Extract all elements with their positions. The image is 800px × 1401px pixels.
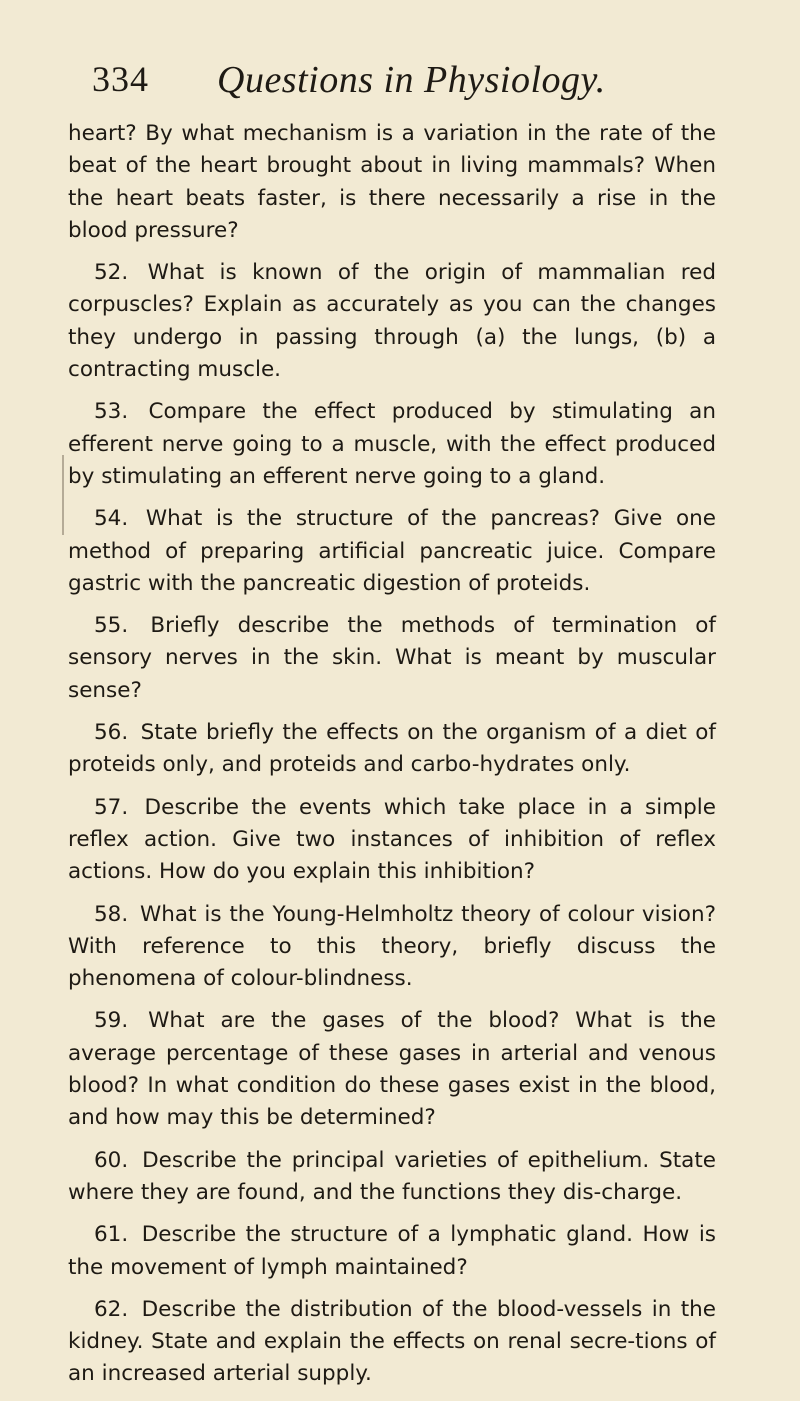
question-text: Describe the distribution of the blood-vessels in the kidney. State and explain the effects on renal secre-tions of an increased arterial supply. [68, 1296, 716, 1387]
page-number: 334 [92, 59, 149, 99]
page-body [68, 118, 716, 1401]
question-56 [68, 717, 716, 782]
question-text: State briefly the effects on the organism of a diet of proteids only, and proteids and carbo-hydrates only. [68, 720, 716, 778]
question-53 [68, 396, 716, 493]
margin-mark [62, 455, 64, 535]
continuation-paragraph: heart? By what mechanism is a variation in the rate of the beat of the heart brought about in living mammals? When the heart beats faster, is there necessarily a rise in the blood pressure? [68, 121, 716, 243]
question-text: Describe the events which take place in a simple reflex action. Give two instances of inhibition of reflex actions. How do you explain this inhibition? [68, 794, 716, 885]
question-58 [68, 899, 716, 996]
question-57 [68, 792, 716, 889]
question-text: What are the gases of the blood? What is the average percentage of these gases in arterial and venous blood? In what condition do these gases exist in the blood, and how may this be determined? [68, 1008, 716, 1131]
question-number: 60. [94, 1147, 129, 1173]
question-number: 55. [94, 613, 129, 639]
question-text: Briefly describe the methods of termination of sensory nerves in the skin. What is meant by muscular sense? [68, 613, 716, 703]
question-text: What is the Young-Helmholtz theory of colour vision? With reference to this theory, briefly discuss the phenomena of colour-blindness. [68, 901, 716, 992]
question-54 [68, 503, 716, 600]
running-head [92, 58, 712, 108]
question-60 [68, 1145, 716, 1210]
question-number: 54. [94, 506, 129, 532]
question-text: What is known of the origin of mammalian red corpuscles? Explain as accurately as you can the changes they undergo in passing through (a) the lungs, (b) a contracting muscle. [68, 260, 716, 383]
question-number: 57. [94, 794, 129, 820]
running-title: Questions in Physiology. [217, 59, 606, 101]
question-text: Describe the structure of a lymphatic gland. How is the movement of lymph maintained? [68, 1222, 717, 1280]
question-number: 56. [94, 720, 129, 746]
question-number: 62. [94, 1296, 129, 1322]
question-61 [68, 1219, 716, 1284]
question-59 [68, 1005, 716, 1134]
question-number: 53. [94, 399, 129, 425]
question-55 [68, 610, 716, 707]
question-text: What is the structure of the pancreas? Give one method of preparing artificial pancreatic juice. Compare gastric with the pancreatic digestion of proteids. [68, 506, 716, 596]
question-number: 58. [94, 901, 129, 927]
question-number: 61. [94, 1222, 129, 1248]
question-text: Compare the effect produced by stimulating an efferent nerve going to a muscle, with the effect produced by stimulating an efferent nerve going to a gland. [68, 399, 716, 489]
question-text: Describe the principal varieties of epithelium. State where they are found, and the functions they dis-charge. [68, 1147, 716, 1205]
question-62 [68, 1294, 716, 1391]
question-number: 59. [94, 1008, 129, 1034]
question-number: 52. [94, 260, 129, 286]
question-52 [68, 257, 716, 386]
